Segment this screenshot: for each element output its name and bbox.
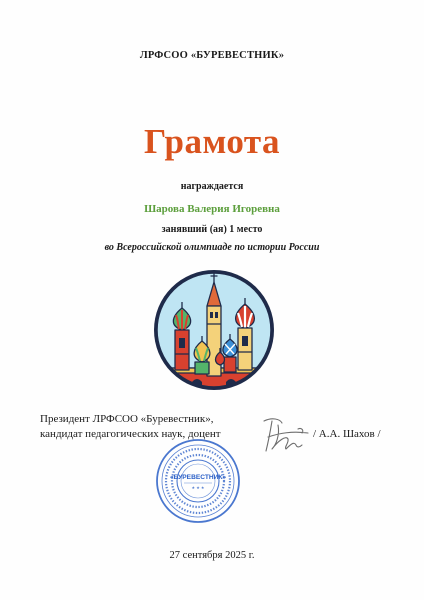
signer-position-line1: Президент ЛРФСОО «Буревестник», [40, 413, 214, 425]
issue-date: 27 сентября 2025 г. [169, 550, 255, 561]
organization-name: ЛРФСОО «БУРЕВЕСТНИК» [139, 50, 285, 61]
svg-text:★ ★ ★: ★ ★ ★ [191, 485, 205, 490]
signer-name: / А.А. Шахов / [313, 428, 381, 440]
signer-position-line2: кандидат педагогических наук, доцент [40, 428, 221, 440]
place-text: занявший (ая) 1 место [161, 224, 263, 235]
certificate-title: Грамота [143, 122, 281, 161]
event-text: во Всероссийской олимпиаде по истории России [104, 242, 320, 253]
stamp-center-text: «БУРЕВЕСТНИК» [169, 474, 227, 481]
official-stamp-icon [155, 438, 241, 524]
handwritten-signature-icon [258, 411, 312, 457]
recipient-name: Шарова Валерия Игоревна [144, 203, 280, 215]
cathedral-emblem-icon [152, 268, 276, 392]
awarded-text: награждается [180, 181, 244, 192]
